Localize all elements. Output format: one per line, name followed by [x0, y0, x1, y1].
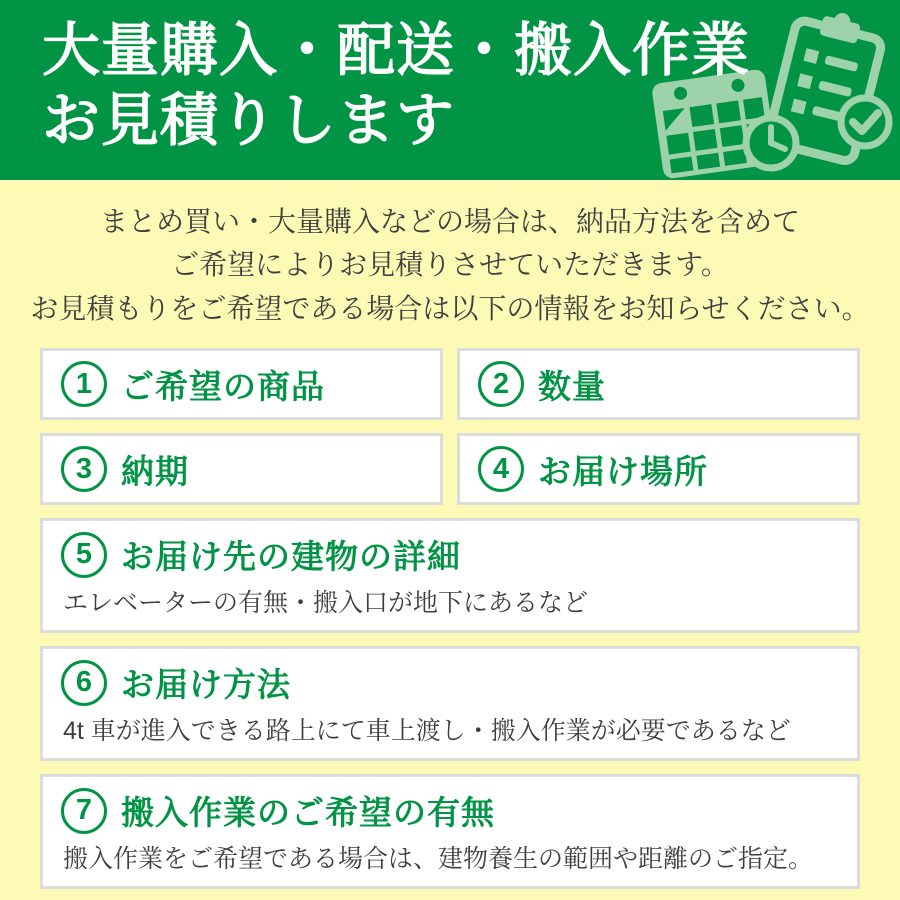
item-note: 搬入作業をご希望である場合は、建物養生の範囲や距離のご指定。 — [63, 845, 814, 874]
title-line-1: 大量購入・配送・搬入作業 — [42, 18, 751, 83]
info-item-desired-product — [40, 348, 443, 420]
item-heading — [61, 531, 839, 578]
item-note: 4t 車が進入できる路上にて車上渡し・搬入作業が必要であるなど — [63, 717, 791, 746]
item-number-badge: 5 — [61, 532, 107, 578]
clock-icon — [741, 113, 801, 173]
item-title: 搬入作業のご希望の有無 — [121, 794, 495, 832]
info-item-quantity — [457, 348, 860, 420]
item-number-badge: 1 — [61, 361, 107, 407]
intro-line-3: お見積もりをご希望である場合は以下の情報をお知らせください。 — [30, 292, 870, 324]
item-title: お届け先の建物の詳細 — [121, 538, 461, 576]
item-number-badge: 6 — [61, 660, 107, 706]
intro-text — [0, 180, 900, 330]
intro-line-1: まとめ買い・大量購入などの場合は、納品方法を含めて — [99, 206, 800, 237]
info-list — [0, 330, 900, 889]
item-title: お届け方法 — [121, 666, 291, 704]
hero-header — [0, 0, 900, 180]
info-grid — [40, 348, 860, 505]
title-line-2: お見積りします — [42, 87, 456, 153]
intro-line-2: ご希望によりお見積りさせていただきます。 — [171, 249, 729, 281]
item-title: ご希望の商品 — [121, 367, 325, 405]
info-item-delivery-place — [457, 433, 860, 505]
item-title: 数量 — [538, 367, 606, 405]
item-title: お届け場所 — [538, 452, 708, 490]
item-number-badge: 3 — [61, 446, 107, 492]
item-heading — [61, 787, 839, 834]
item-title: 納期 — [121, 452, 189, 490]
info-item-carry-in-request — [40, 774, 860, 889]
info-item-delivery-method — [40, 646, 860, 761]
item-number-badge: 2 — [478, 361, 524, 407]
info-item-delivery-date — [40, 433, 443, 505]
item-note: エレベーターの有無・搬入口が地下にあるなど — [63, 589, 589, 618]
item-heading — [61, 659, 839, 706]
check-badge-icon — [835, 92, 895, 152]
item-number-badge: 7 — [61, 788, 107, 834]
info-item-building-details — [40, 518, 860, 633]
item-number-badge: 4 — [478, 446, 524, 492]
